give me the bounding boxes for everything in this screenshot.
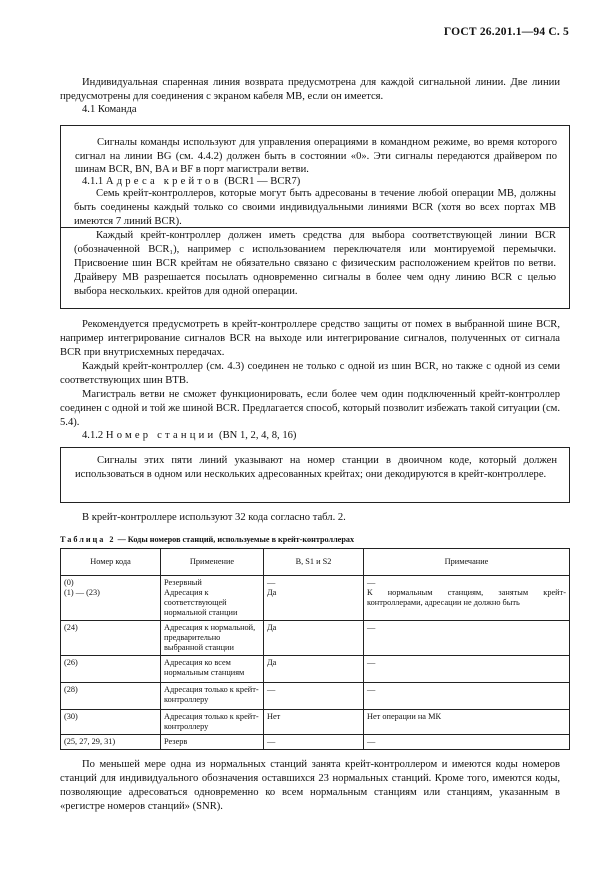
station-codes-table: [60, 548, 570, 750]
box-paragraph-station: Сигналы этих пяти линий указывают на номер станции в двоичном коде, который должен использоваться в одном или нескольких адресованных крейтах; они декодируются в крейт-контроллере.: [75, 455, 557, 480]
paragraph-noise-protection: Рекомендуется предусмотреть в крейт-контроллере средство защиты от помех в выбранной шине BCR, например интегрирование сигналов BCR на выходе или интегрирование сигналов, полученных от сигнала BCR при внутрисхемных передачах.: [60, 319, 560, 358]
section-number: 4.1: [82, 104, 96, 115]
page-header: ГОСТ 26.201.1—94 С. 5: [443, 26, 569, 38]
station-number-box: [60, 447, 570, 503]
box-paragraph-seven-controllers: Семь крейт-контроллеров, которые могут быть адресованы в течение любой операции МВ, должны быть соединены каждый только со своими индивидуальными линиями BCR (хотя во всех портах МВ имеются 7 линий BCR).: [74, 188, 556, 227]
cell-note: —: [364, 656, 570, 683]
cell-code: (25, 27, 29, 31): [61, 735, 161, 750]
table-row: [61, 735, 570, 750]
cell-use: Адресация к нормальной, предварительно выбранной станции: [161, 621, 264, 656]
table-header-row: [61, 549, 570, 576]
cell-note: — К нормальным станциям, занятым крейт-контроллерами, адресации не должно быть: [364, 576, 570, 621]
cell-use: Адресация ко всем нормальным станциям: [161, 656, 264, 683]
cell-b: —: [264, 683, 364, 710]
cell-note: —: [364, 621, 570, 656]
column-header: Примечание: [364, 549, 570, 576]
section-number: 4.1.2: [82, 430, 104, 441]
table-row: [61, 576, 570, 621]
command-box-border: [60, 125, 570, 309]
cell-code: (0) (1) — (23): [61, 576, 161, 621]
table-row: [61, 683, 570, 710]
box-paragraph-select-bcr: Каждый крейт-контроллер должен иметь средства для выбора соответствующей линии BCR (обозначенной BCR₁), например с использованием переключателя или монтируемой перемычки. Присвоение шин BCR крейтам не обязательно связано с физическим расположением крейтов по ветви. Драйверу МВ разрешается посылать одновременно сигналы в более чем одну линию BCR с целью выбора нескольких. крейтов для одной операции.: [74, 230, 556, 297]
cell-use: Адресация только к крейт-контроллеру: [161, 683, 264, 710]
cell-b: — Да: [264, 576, 364, 621]
cell-b: Нет: [264, 710, 364, 735]
cell-code: (24): [61, 621, 161, 656]
column-header: Применение: [161, 549, 264, 576]
paragraph-branch-highway: Магистраль ветви не сможет функционировать, если более чем один подключенный крейт-контроллер соединен с одной и той же шиной BCR. Предлагается способ, который позволит избежать такой ситуации (см. 5.4).: [60, 389, 560, 428]
section-code: (BCR1 — BCR7): [224, 176, 301, 187]
section-title: Адреса крейтов: [105, 176, 222, 187]
cell-b: Да: [264, 656, 364, 683]
cell-b: —: [264, 735, 364, 750]
paragraph-return-line: Индивидуальная спаренная линия возврата предусмотрена для каждой сигнальной линии. Две линии предусмотрены для соединения с экраном кабеля МВ, если он имеется.: [60, 77, 560, 102]
cell-use: Резерв: [161, 735, 264, 750]
table-row: [61, 710, 570, 735]
section-number: 4.1.1: [82, 176, 104, 187]
column-header: B, S1 и S2: [264, 549, 364, 576]
cell-note: —: [364, 683, 570, 710]
table-row: [61, 656, 570, 683]
cell-code: (28): [61, 683, 161, 710]
column-header: Номер кода: [61, 549, 161, 576]
box-paragraph-command: Сигналы команды используют для управления операциями в командном режиме, во время которого сигнал на линии BG (см. 4.4.2) должен быть в состоянии «0». Эти сигналы передаются драйвером по шинам BCR, BN, BA и BF в порт магистрали ветви.: [75, 137, 557, 175]
table-row: [61, 621, 570, 656]
cell-note: —: [364, 735, 570, 750]
cell-b: Да: [264, 621, 364, 656]
paragraph-32-codes: В крейт-контроллере используют 32 кода согласно табл. 2.: [82, 512, 346, 523]
paragraph-each-controller: Каждый крейт-контроллер (см. 4.3) соединен не только с одной из шин BCR, но также с одной из семи соответствующих шин BTB.: [60, 361, 560, 386]
table-caption: [60, 535, 354, 544]
section-code: (BN 1, 2, 4, 8, 16): [219, 430, 297, 441]
table-label: Таблица 2: [60, 535, 116, 544]
cell-note: Нет операции на МК: [364, 710, 570, 735]
section-heading-4-1: [82, 104, 137, 115]
table-title: — Коды номеров станций, используемые в крейт-контроллерах: [117, 535, 355, 544]
section-title: Команда: [97, 104, 137, 115]
cell-code: (26): [61, 656, 161, 683]
paragraph-normal-stations: По меньшей мере одна из нормальных станций занята крейт-контроллером и имеются коды номеров станций для индивидуального обозначения оставшихся 23 нормальных станций. Кроме того, имеются коды, позволяющие адресоваться одновременно ко всем нормальным станциям или станциям, указанным в «регистре номеров станций» (SNR).: [60, 759, 560, 812]
cell-use: Резервный Адресация к соответствующей нормальной станции: [161, 576, 264, 621]
section-title: Номер станции: [105, 430, 217, 441]
section-heading-4-1-2: [82, 430, 296, 441]
cell-code: (30): [61, 710, 161, 735]
cell-use: Адресация только к крейт-контроллеру: [161, 710, 264, 735]
